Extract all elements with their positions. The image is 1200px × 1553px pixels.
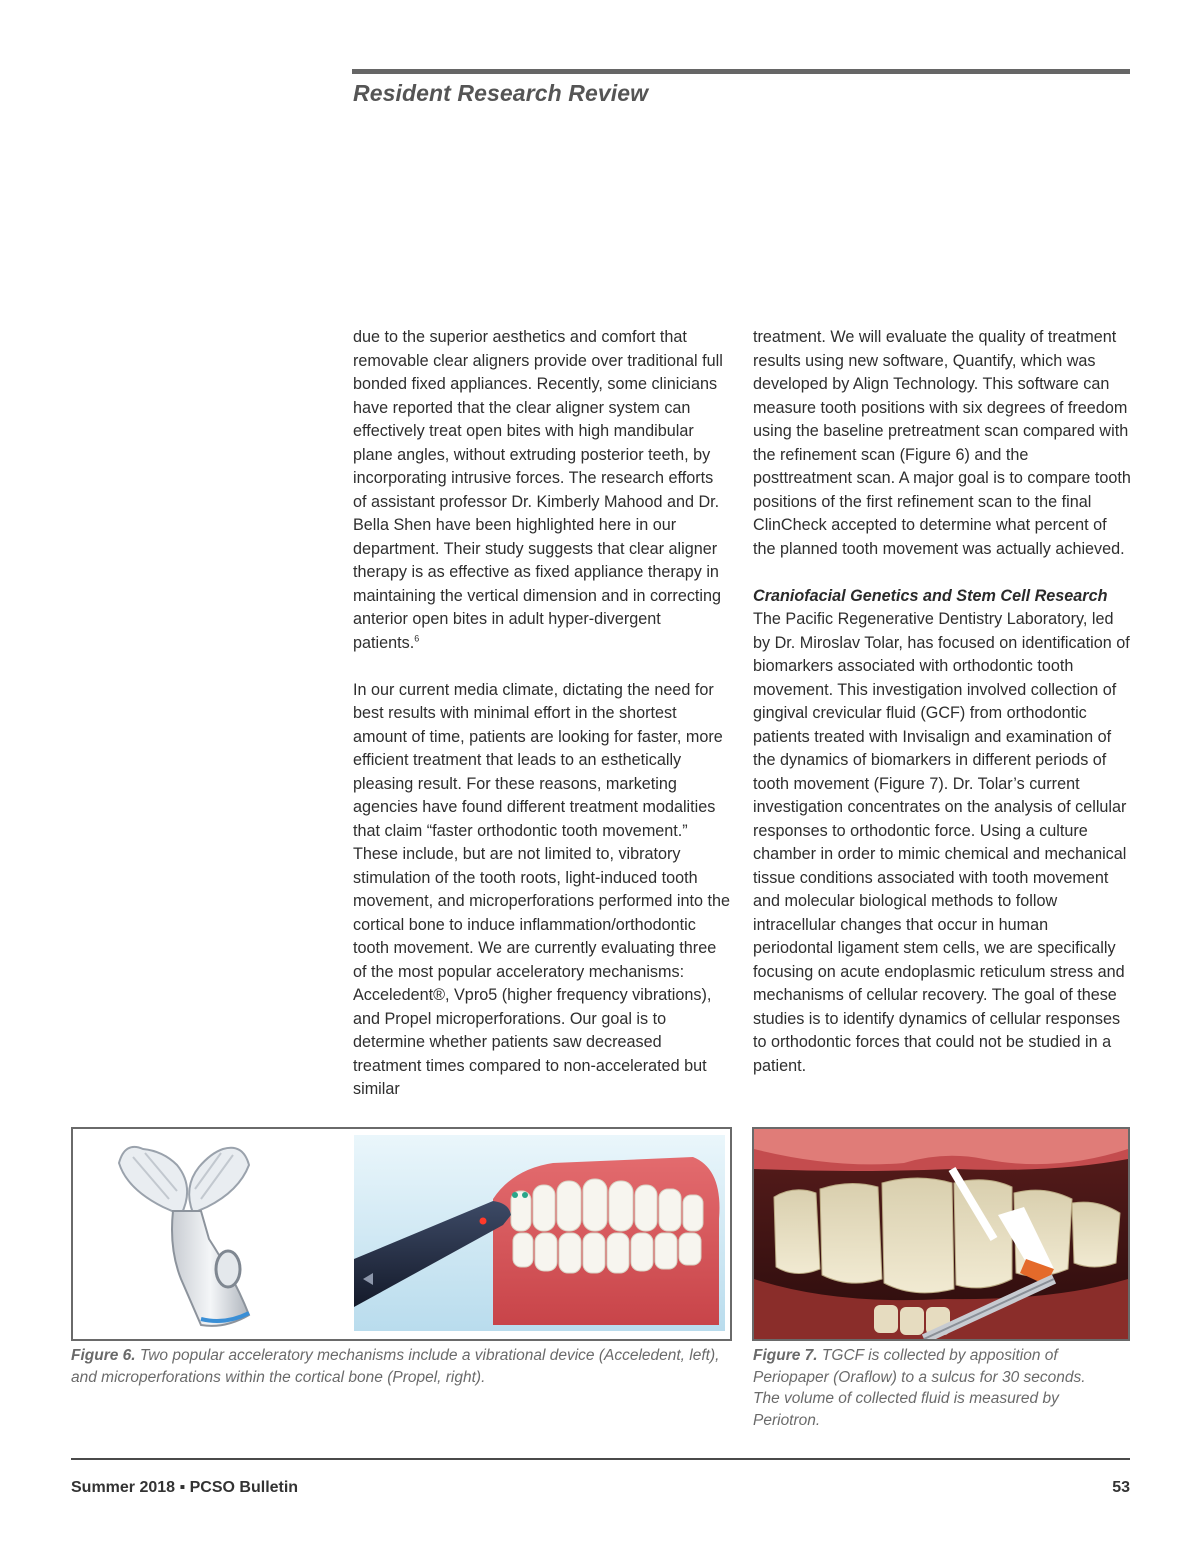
paragraph-text: due to the superior aesthetics and comfort that removable clear aligners provide over traditional full bonded fixed appliances. Recently, some clinicians have reported that the clear aligner system can effectively treat open bites with high mandibular plane angles, without extruding posterior teeth, by incorporating intrusive forces. The research efforts of assistant professor Dr. Kimberly Mahood and Dr. Bella Shen have been highlighted here in our department. Their study suggests that clear aligner therapy is as effective as fixed appliance therapy in maintaining the vertical dimension and in correcting anterior open bites in adult hyper-divergent patients. <box>353 328 723 652</box>
paragraph: treatment. We will evaluate the quality of treatment results using new software, Quantify, which was developed by Align Technology. This software can measure tooth positions with six degrees of freedom using the baseline pretreatment scan compared with the refinement scan (Figure 6) and the posttreatment scan. A major goal is to compare tooth positions of the first refinement scan to the final ClinCheck accepted to determine what percent of the planned tooth movement was actually achieved. <box>753 328 1131 558</box>
figure-7 <box>752 1127 1130 1341</box>
left-text-column <box>353 326 731 1102</box>
figure-6-label: Figure 6. <box>71 1347 136 1364</box>
propel-microperforation-image <box>354 1135 725 1331</box>
figure-7-caption <box>753 1345 1113 1431</box>
paragraph: In our current media climate, dictating the need for best results with minimal effort in the shortest amount of time, patients are looking for faster, more efficient treatment that leads to an esthetically pleasing result. For these reasons, marketing agencies have found different treatment modalities that claim “faster orthodontic tooth movement.” These include, but are not limited to, vibratory stimulation of the tooth roots, light-induced tooth movement, and microperforations performed into the cortical bone to induce inflammation/orthodontic tooth movement. We are currently evaluating three of the most popular acceleratory mechanisms: Acceledent®, Vpro5 (higher frequency vibrations), and Propel microperforations. Our goal is to determine whether patients saw decreased treatment times compared to non-accelerated but similar <box>353 680 730 1098</box>
figure-6-caption-text: Two popular acceleratory mechanisms include a vibrational device (Acceledent, left), and microperforations within the cortical bone (Propel, right). <box>71 1347 720 1386</box>
research-section <box>753 585 1131 1079</box>
figure-6-caption <box>71 1345 733 1388</box>
header-rule <box>352 69 1130 74</box>
figure-6-illustration <box>73 1129 730 1339</box>
figure-7-photo <box>754 1129 1128 1339</box>
page-number: 53 <box>1112 1479 1130 1496</box>
section-header-title: Resident Research Review <box>353 80 649 106</box>
figure-7-caption-text: TGCF is collected by apposition of Periopaper (Oraflow) to a sulcus for 30 seconds. The volume of collected fluid is measured by Periotron. <box>753 1347 1086 1429</box>
paragraph-text: The Pacific Regenerative Dentistry Laboratory, led by Dr. Miroslav Tolar, has focused on identification of biomarkers associated with orthodontic tooth movement. This investigation involved collection of gingival crevicular fluid (GCF) from orthodontic patients treated with Invisalign and examination of the dynamics of biomarkers in different periods of tooth movement (Figure 7). Dr. Tolar’s current investigation concentrates on the analysis of cellular responses to orthodontic force. Using a culture chamber in order to mimic chemical and mechanical tissue conditions associated with tooth movement and molecular biological methods to follow intracellular changes that occur in human periodontal ligament stem cells, we are specifically focusing on acute endoplasmic reticulum stress and mechanisms of cellular recovery. The goal of these studies is to identify dynamics of cellular responses to orthodontic forces that could not be studied in a patient. <box>753 610 1130 1075</box>
figure-7-label: Figure 7. <box>753 1347 818 1364</box>
right-text-column <box>753 326 1131 1078</box>
footer-rule <box>71 1458 1130 1460</box>
footer-publication: Summer 2018 ▪ PCSO Bulletin <box>71 1479 299 1496</box>
figure-6 <box>71 1127 732 1341</box>
paragraph <box>353 326 731 655</box>
acceledent-device-image <box>119 1147 249 1326</box>
reference-superscript: 6 <box>414 633 420 644</box>
section-heading: Craniofacial Genetics and Stem Cell Research <box>753 586 1108 605</box>
